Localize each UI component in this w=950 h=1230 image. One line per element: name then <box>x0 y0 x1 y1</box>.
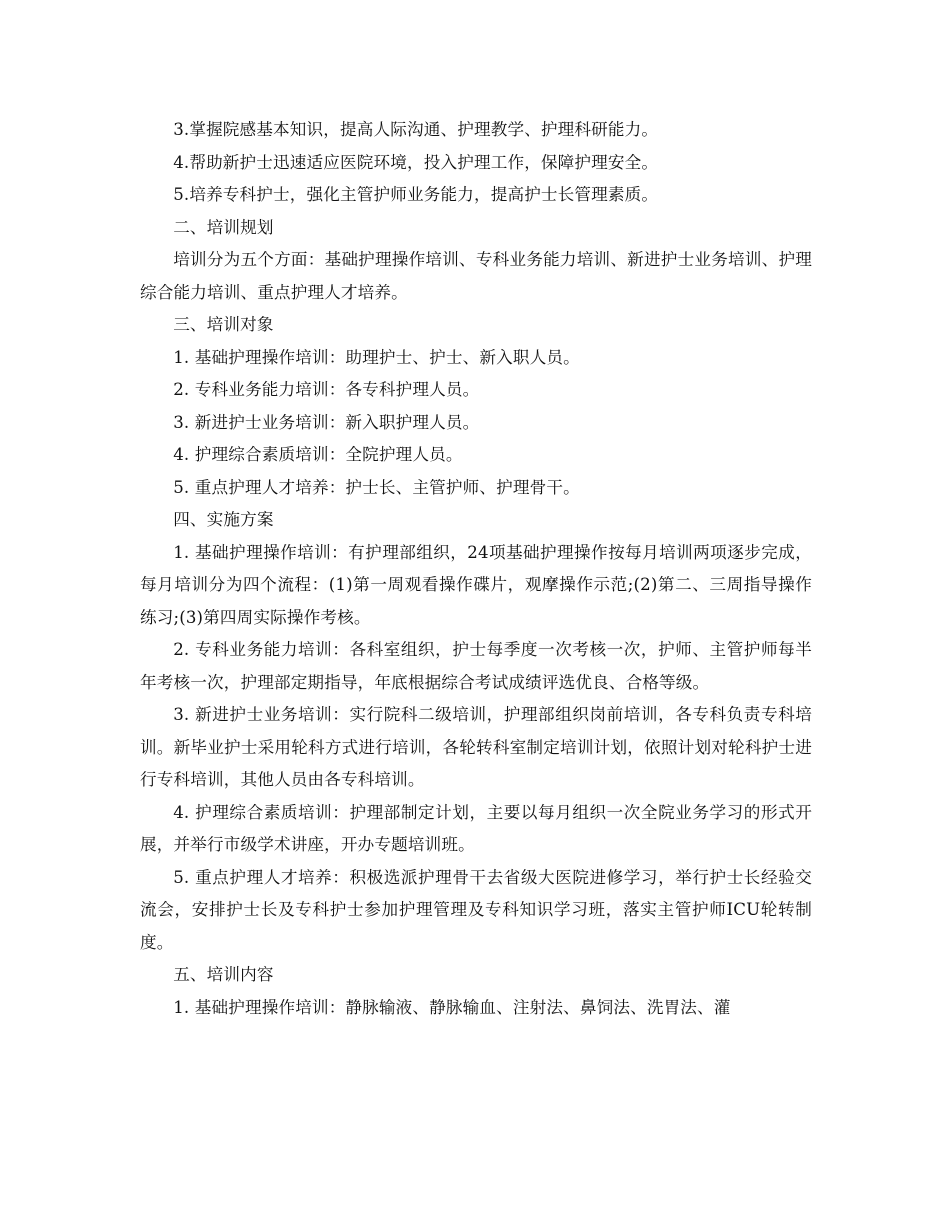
paragraph-target-5: 5. 重点护理人才培养：护士长、主管护师、护理骨干。 <box>173 477 580 497</box>
paragraph-goal-4: 4.帮助新护士迅速适应医院环境，投入护理工作，保障护理安全。 <box>173 152 659 172</box>
paragraph-training-plan: 培训分为五个方面：基础护理操作培训、专科业务能力培训、新进护士业务培训、护理综合能力培训、重点护理人才培养。 <box>140 250 812 302</box>
section-heading-implementation: 四、实施方案 <box>173 510 274 529</box>
paragraph-target-1: 1. 基础护理操作培训：助理护士、护士、新入职人员。 <box>173 347 580 367</box>
paragraph-implementation-5: 5. 重点护理人才培养：积极选派护理骨干去省级大医院进修学习，举行护士长经验交流会，安排护士长及专科护士参加护理管理及专科知识学习班，落实主管护师ICU轮转制度。 <box>140 867 812 952</box>
paragraph-target-3: 3. 新进护士业务培训：新入职护理人员。 <box>173 412 480 432</box>
section-heading-training-plan: 二、培训规划 <box>173 217 274 237</box>
paragraph-implementation-4: 4. 护理综合素质培训：护理部制定计划，主要以每月组织一次全院业务学习的形式开展，并举行市级学术讲座，开办专题培训班。 <box>140 802 812 854</box>
paragraph-goal-5: 5.培养专科护士，强化主管护师业务能力，提高护士长管理素质。 <box>173 185 659 204</box>
paragraph-implementation-3: 3. 新进护士业务培训：实行院科二级培训，护理部组织岗前培训，各专科负责专科培训。新毕业护士采用轮科方式进行培训，各轮转科室制定培训计划，依照计划对轮科护士进行专科培训，其他人员由各专科培训。 <box>140 705 812 789</box>
paragraph-goal-3: 3.掌握院感基本知识，提高人际沟通、护理教学、护理科研能力。 <box>173 120 659 139</box>
paragraph-implementation-2: 2. 专科业务能力培训：各科室组织，护士每季度一次考核一次，护师、主管护师每半年考核一次，护理部定期指导，年底根据综合考试成绩评选优良、合格等级。 <box>140 640 812 692</box>
section-heading-training-targets: 三、培训对象 <box>173 315 274 334</box>
section-heading-training-content: 五、培训内容 <box>173 965 274 984</box>
paragraph-content-1: 1. 基础护理操作培训：静脉输液、静脉输血、注射法、鼻饲法、洗胃法、灌 <box>173 997 731 1017</box>
document-body <box>140 114 812 1024</box>
paragraph-target-4: 4. 护理综合素质培训：全院护理人员。 <box>173 445 463 464</box>
paragraph-target-2: 2. 专科业务能力培训：各专科护理人员。 <box>173 380 480 399</box>
paragraph-implementation-1: 1. 基础护理操作培训：有护理部组织，24项基础护理操作按每月培训两项逐步完成，每月培训分为四个流程：(1)第一周观看操作碟片，观摩操作示范;(2)第二、三周指导操作练习;(3)第四周实际操作考核。 <box>140 542 812 627</box>
